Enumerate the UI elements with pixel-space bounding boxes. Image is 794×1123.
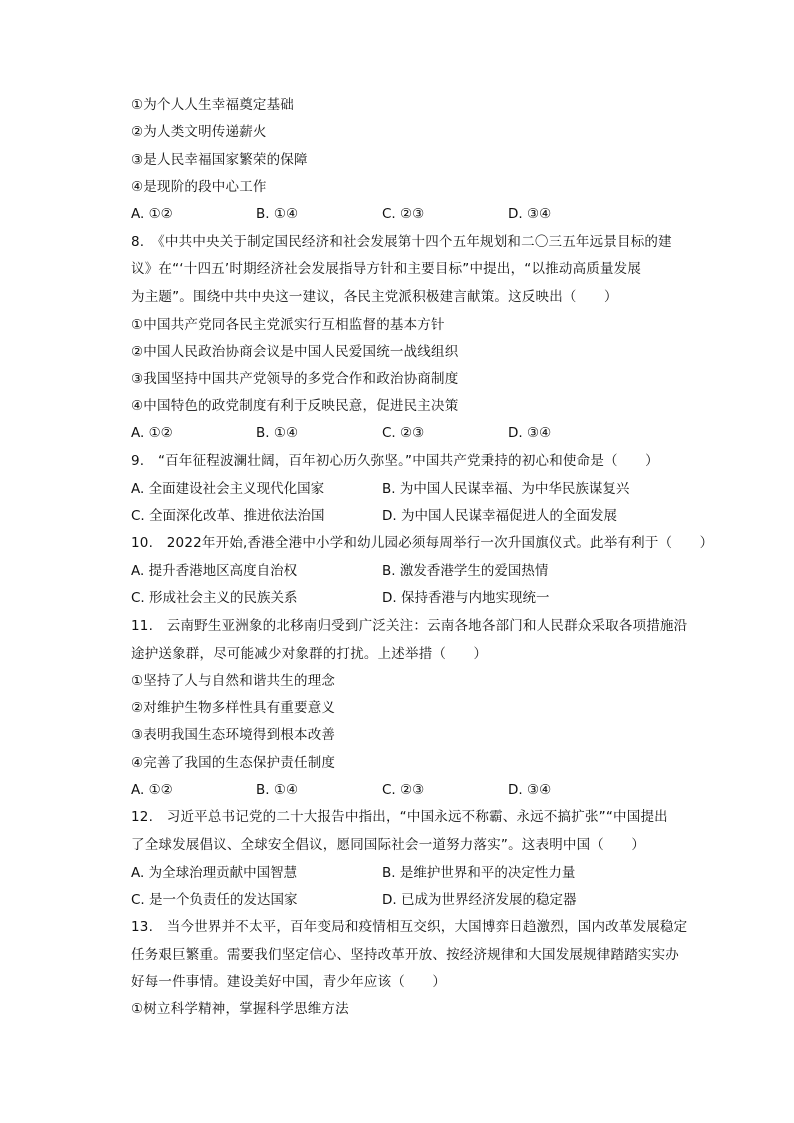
q7-option-c[interactable]: C. ②③ [382, 206, 425, 222]
q9-option-b[interactable]: B. 为中国人民谋幸福、为中华民族谋复兴 [382, 481, 630, 497]
q9-option-c[interactable]: C. 全面深化改革、推进依法治国 [131, 508, 325, 524]
q10-option-c[interactable]: C. 形成社会主义的民族关系 [131, 590, 298, 606]
q10-option-a[interactable]: A. 提升香港地区高度自治权 [131, 563, 298, 579]
q8-option-b[interactable]: B. ①④ [256, 425, 299, 441]
q8-stem-line-2: 议》在“‘十四五’时期经济社会发展指导方针和主要目标”中提出，“以推动高质量发展 [131, 261, 642, 277]
q7-item-1: ①为个人人生幸福奠定基础 [131, 97, 295, 113]
q13-stem-line-3: 好每一件事情。建设美好中国，青少年应该（ ） [131, 974, 447, 990]
q11-item-4: ④完善了我国的生态保护责任制度 [131, 755, 336, 771]
q12-stem-line-1: 12. 习近平总书记党的二十大报告中指出，“中国永远不称霸、永远不搞扩张”“中国提出 [131, 809, 668, 825]
q7-option-b[interactable]: B. ①④ [256, 206, 299, 222]
q13-item-1: ①树立科学精神，掌握科学思维方法 [131, 1001, 349, 1017]
q12-stem-line-2: 了全球发展倡议、全球安全倡议，愿同国际社会一道努力落实”。这表明中国（ ） [131, 837, 646, 853]
q12-option-b[interactable]: B. 是维护世界和平的决定性力量 [382, 865, 576, 881]
q11-option-b[interactable]: B. ①④ [256, 782, 299, 798]
q8-item-3: ③我国坚持中国共产党领导的多党合作和政治协商制度 [131, 371, 459, 387]
q12-option-c[interactable]: C. 是一个负责任的发达国家 [131, 892, 298, 908]
q10-option-b[interactable]: B. 激发香港学生的爱国热情 [382, 563, 549, 579]
q11-item-2: ②对维护生物多样性具有重要意义 [131, 700, 336, 716]
q11-option-c[interactable]: C. ②③ [382, 782, 425, 798]
q7-option-a[interactable]: A. ①② [131, 206, 173, 222]
q10-stem: 10. 2022年开始,香港全港中小学和幼儿园必须每周举行一次升国旗仪式。此举有利于（ ） [131, 535, 714, 551]
q8-stem-line-1: 8. 《中共中央关于制定国民经济和社会发展第十四个五年规划和二〇三五年远景目标的建 [131, 234, 672, 250]
q11-option-a[interactable]: A. ①② [131, 782, 173, 798]
q13-stem-line-1: 13. 当今世界并不太平，百年变局和疫情相互交织，大国博弈日趋激烈，国内改革发展稳定 [131, 919, 688, 935]
q8-item-4: ④中国特色的政党制度有利于反映民意，促进民主决策 [131, 398, 459, 414]
q11-item-3: ③表明我国生态环境得到根本改善 [131, 727, 336, 743]
q7-item-4: ④是现阶的段中心工作 [131, 179, 267, 195]
q7-item-2: ②为人类文明传递薪火 [131, 124, 267, 140]
q11-option-d[interactable]: D. ③④ [508, 782, 552, 798]
q11-item-1: ①坚持了人与自然和谐共生的理念 [131, 673, 336, 689]
q8-option-a[interactable]: A. ①② [131, 425, 173, 441]
q8-item-1: ①中国共产党同各民主党派实行互相监督的基本方针 [131, 317, 445, 333]
q8-stem-line-3: 为主题”。围绕中共中央这一建议，各民主党派积极建言献策。这反映出（ ） [131, 289, 618, 305]
q9-option-d[interactable]: D. 为中国人民谋幸福促进人的全面发展 [382, 508, 617, 524]
q9-option-a[interactable]: A. 全面建设社会主义现代化国家 [131, 481, 325, 497]
q7-item-3: ③是人民幸福国家繁荣的保障 [131, 152, 308, 168]
q13-stem-line-2: 任务艰巨繁重。需要我们坚定信心、坚持改革开放、按经济规律和大国发展规律踏踏实实办 [131, 947, 679, 963]
q8-option-c[interactable]: C. ②③ [382, 425, 425, 441]
q11-stem-line-2: 途护送象群，尽可能减少对象群的打扰。上述举措（ ） [131, 646, 488, 662]
q12-option-d[interactable]: D. 已成为世界经济发展的稳定器 [382, 892, 577, 908]
q12-option-a[interactable]: A. 为全球治理贡献中国智慧 [131, 865, 298, 881]
q10-option-d[interactable]: D. 保持香港与内地实现统一 [382, 590, 550, 606]
q8-option-d[interactable]: D. ③④ [508, 425, 552, 441]
q11-stem-line-1: 11. 云南野生亚洲象的北移南归受到广泛关注：云南各地各部门和人民群众采取各项措施沿 [131, 618, 688, 634]
q9-stem: 9. “百年征程波澜壮阔，百年初心历久弥坚。”中国共产党秉持的初心和使命是（ ） [131, 453, 659, 469]
q7-option-d[interactable]: D. ③④ [508, 206, 552, 222]
q8-item-2: ②中国人民政治协商会议是中国人民爱国统一战线组织 [131, 344, 459, 360]
